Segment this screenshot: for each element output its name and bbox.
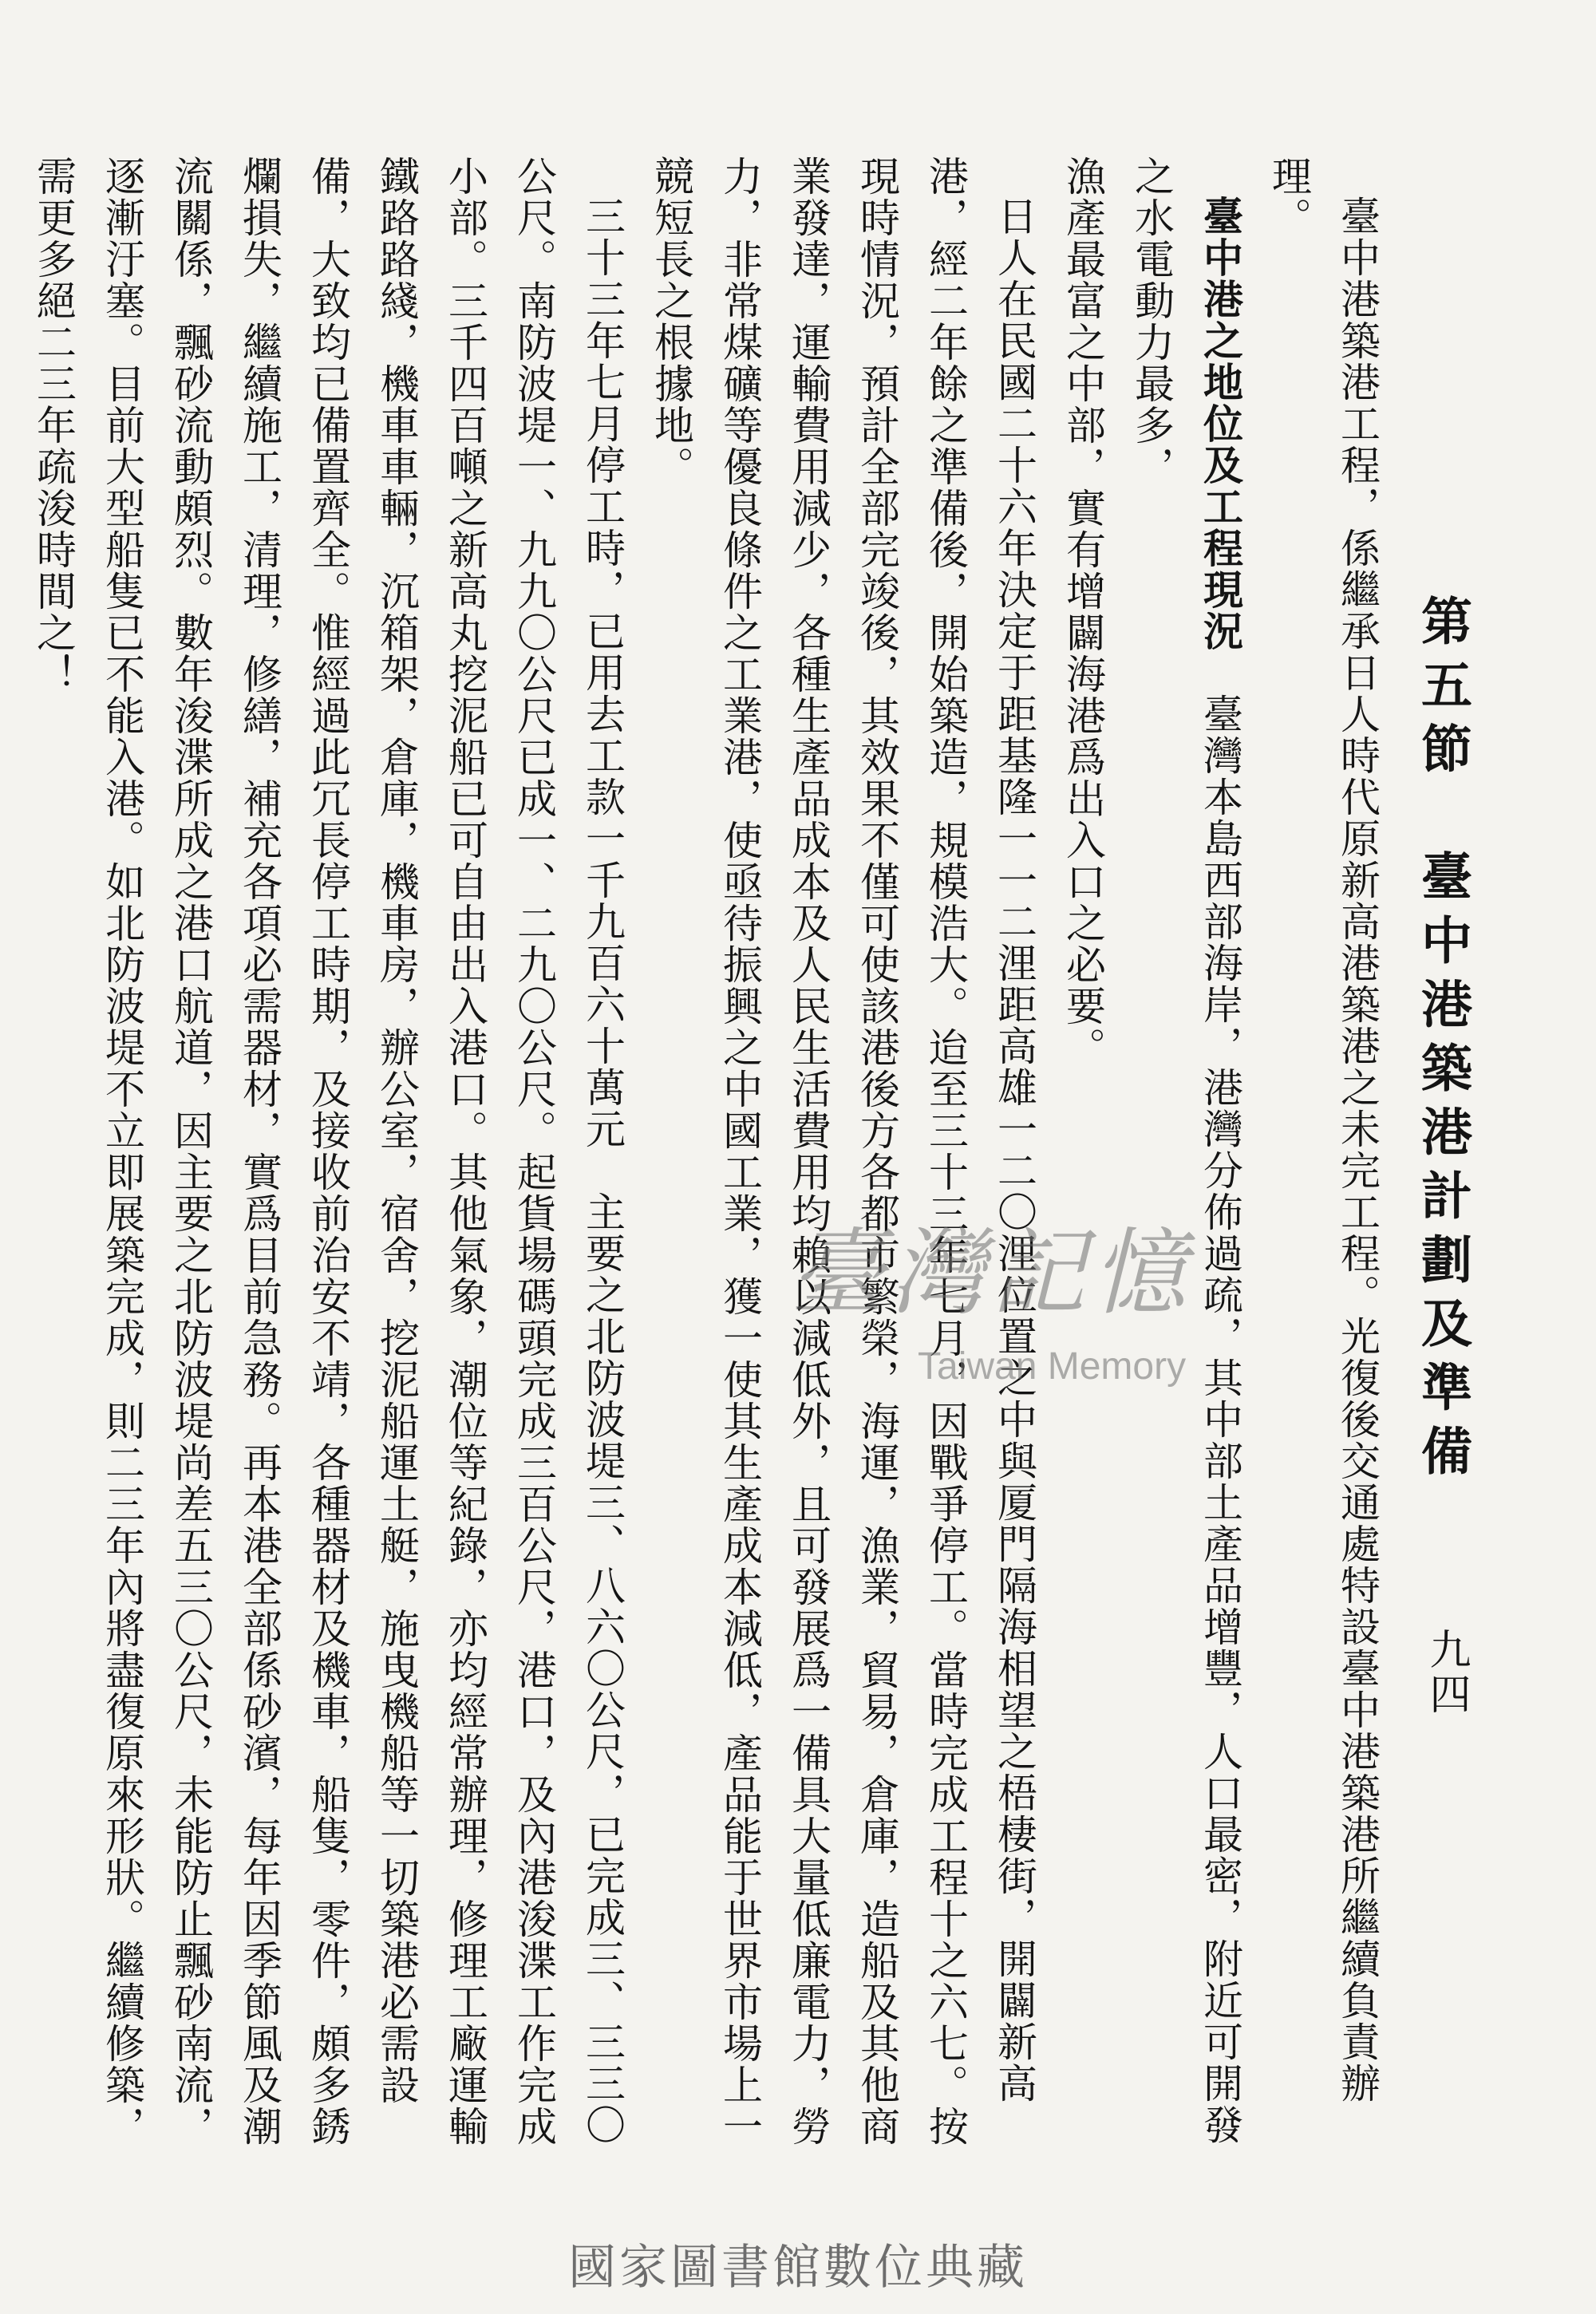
subheading-label: 臺中港之地位及工程現況 [1197,195,1244,652]
subheading-text: 臺灣本島西部海岸，港灣分佈過疏，其中部土產品增豐，人口最密，附近可開發之水電動力最多， [1128,156,1243,2146]
paragraph-4: 三十三年七月停工時，已用去工款一千九百六十萬元 主要之北防波堤三、八六〇公尺，已完成三、三三〇公尺。南防波堤一、九九〇公尺已成一、二九〇公尺。起貨場碼頭完成三百公尺，港口，及內港浚渫工作完成小部。三千四百噸之新高丸挖泥船已可自由出入港口。其他氣象，潮位等紀錄，亦均經常辦理，修理工廠運輸鐵路路綫，機車車輛，沉箱架，倉庫，機車房，辦公室，宿舍，挖泥船運土艇，施曳機船等一切築港必需設備，大致均已備置齊全。惟經過此冗長停工時期，及接收前治安不靖，各種器材及機車，船隻，零件，頗多銹爛損失，繼續施工，清理，修繕，補充各項必需器材，實爲目前急務。再本港全部係砂濱，每年因季節風及潮流關係，飄砂流動頗烈。數年浚渫所成之港口航道，因主要之北防波堤尚差五三〇公尺，未能防止飄砂南流，逐漸汙塞。目前大型船隻已不能入港。如北防波堤不立即展築完成，則二三年內將盡復原來形狀。繼續修築，需更多絕二三年疏浚時間之！ [30,156,626,2147]
watermark-chinese: 臺灣記憶 [790,1218,1193,1328]
vertical-text-block [19,156,1484,2150]
paragraph-2: 漁產最富之中部，實有增闢海港爲出入口之必要。 [1060,156,1106,1068]
paragraph-3: 日人在民國二十六年決定于距基隆一一二浬距高雄一二〇浬位置之中與厦門隔海相望之梧棲街，開闢新高港，經二年餘之準備後，開始築造，規模浩大。迨至三十三年七月，因戰爭停工。當時完成工程十之六七。按現時情況，預計全部完竣後，其效果不僅可使該港後方各都市繁榮，海運，漁業，貿易，倉庫，造船及其他商業發達，運輸費用減少，各種生產品成本及人民生活費用均賴以減低外，且可發展爲一備具大量低廉電力，勞力，非常煤礦等優良條件之工業港，使亟待振興之中國工業，獲一使其生產成本減低，產品能于世界市場上一競短長之根據地。 [648,156,1037,2147]
watermark-english: Taiwan Memory [918,1345,1187,1388]
page-number: 九四 [1422,1628,1470,1717]
paragraph-1: 臺中港築港工程，係繼承日人時代原新高港築港之未完工程。光復後交通處特設臺中港築港所繼續負責辦理。 [1266,156,1381,2104]
footer-archive-label: 國家圖書館數位典藏 [568,2241,1028,2294]
section-title: 第五節 臺中港築港計劃及準備 [1412,594,1472,1488]
subheading-paragraph [1117,156,1254,2150]
